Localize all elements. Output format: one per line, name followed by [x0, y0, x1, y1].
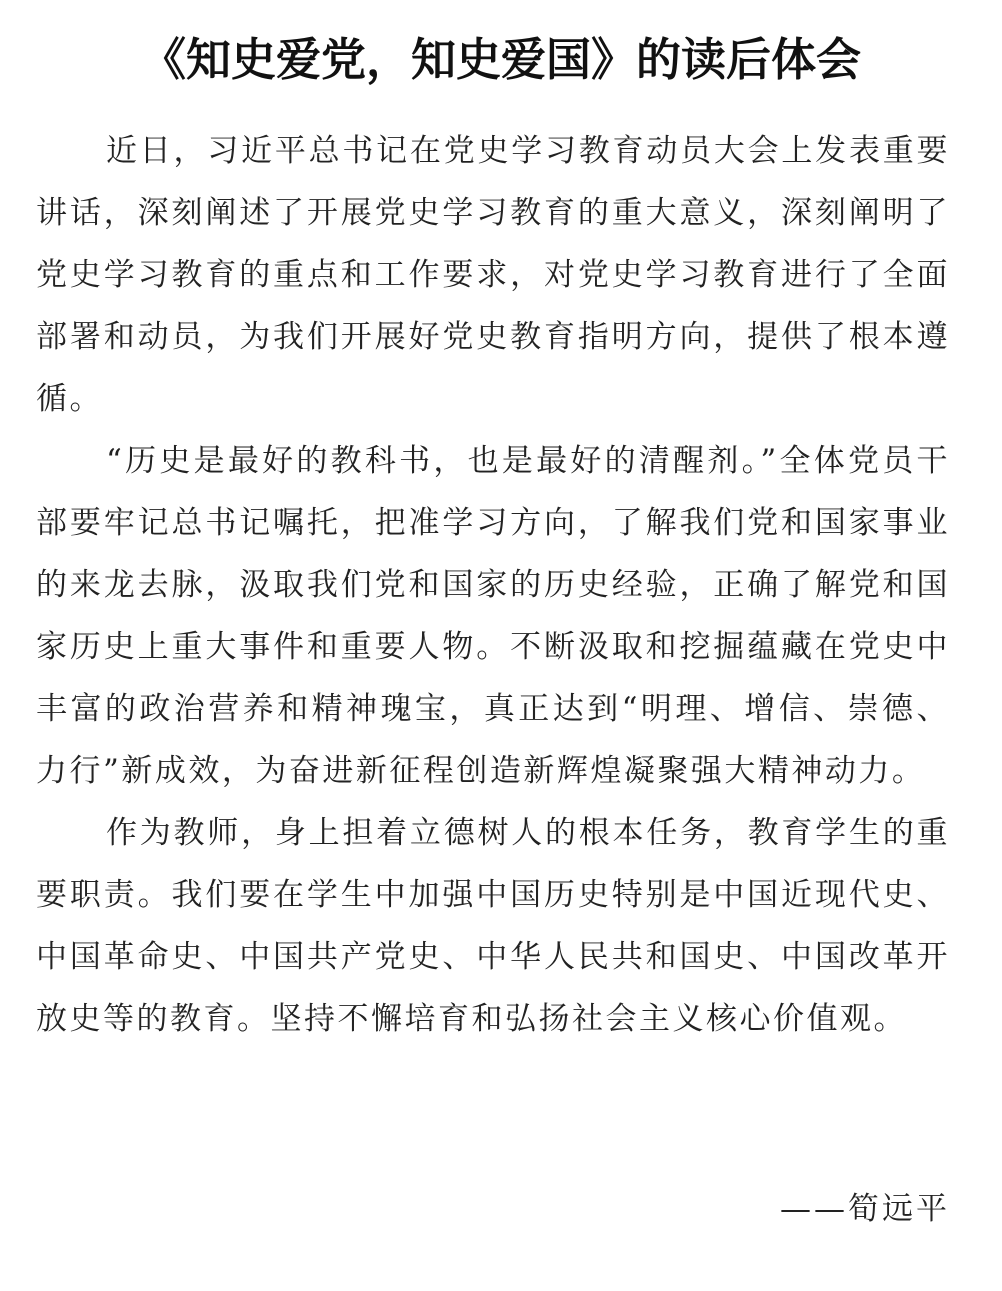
author-signature: ——筍远平 — [780, 1191, 950, 1227]
paragraph-1: 近日，习近平总书记在党史学习教育动员大会上发表重要讲话，深刻阐述了开展党史学习教育的重大意义，深刻阐明了党史学习教育的重点和工作要求，对党史学习教育进行了全面部署和动员，为我们开展好党史教育指明方向，提供了根本遵循。 — [36, 133, 950, 417]
paragraph-2: “历史是最好的教科书，也是最好的清醒剂。”全体党员干部要牢记总书记嘱托，把准学习方向，了解我们党和国家事业的来龙去脉，汲取我们党和国家的历史经验，正确了解党和国家历史上重大事件和重要人物。不断汲取和挖掘蕴藏在党史中丰富的政治营养和精神瑰宝，真正达到“明理、增信、崇德、力行”新成效，为奋进新征程创造新辉煌凝聚强大精神动力。 — [36, 443, 950, 789]
document-title: 《知史爱党，知史爱国》的读后体会 — [140, 33, 861, 86]
paragraph-3: 作为教师，身上担着立德树人的根本任务，教育学生的重要职责。我们要在学生中加强中国历史特别是中国近现代史、中国革命史、中国共产党史、中华人民共和国史、中国改革开放史等的教育。坚持不懈培育和弘扬社会主义核心价值观。 — [36, 815, 950, 1037]
document-body — [36, 120, 950, 1050]
